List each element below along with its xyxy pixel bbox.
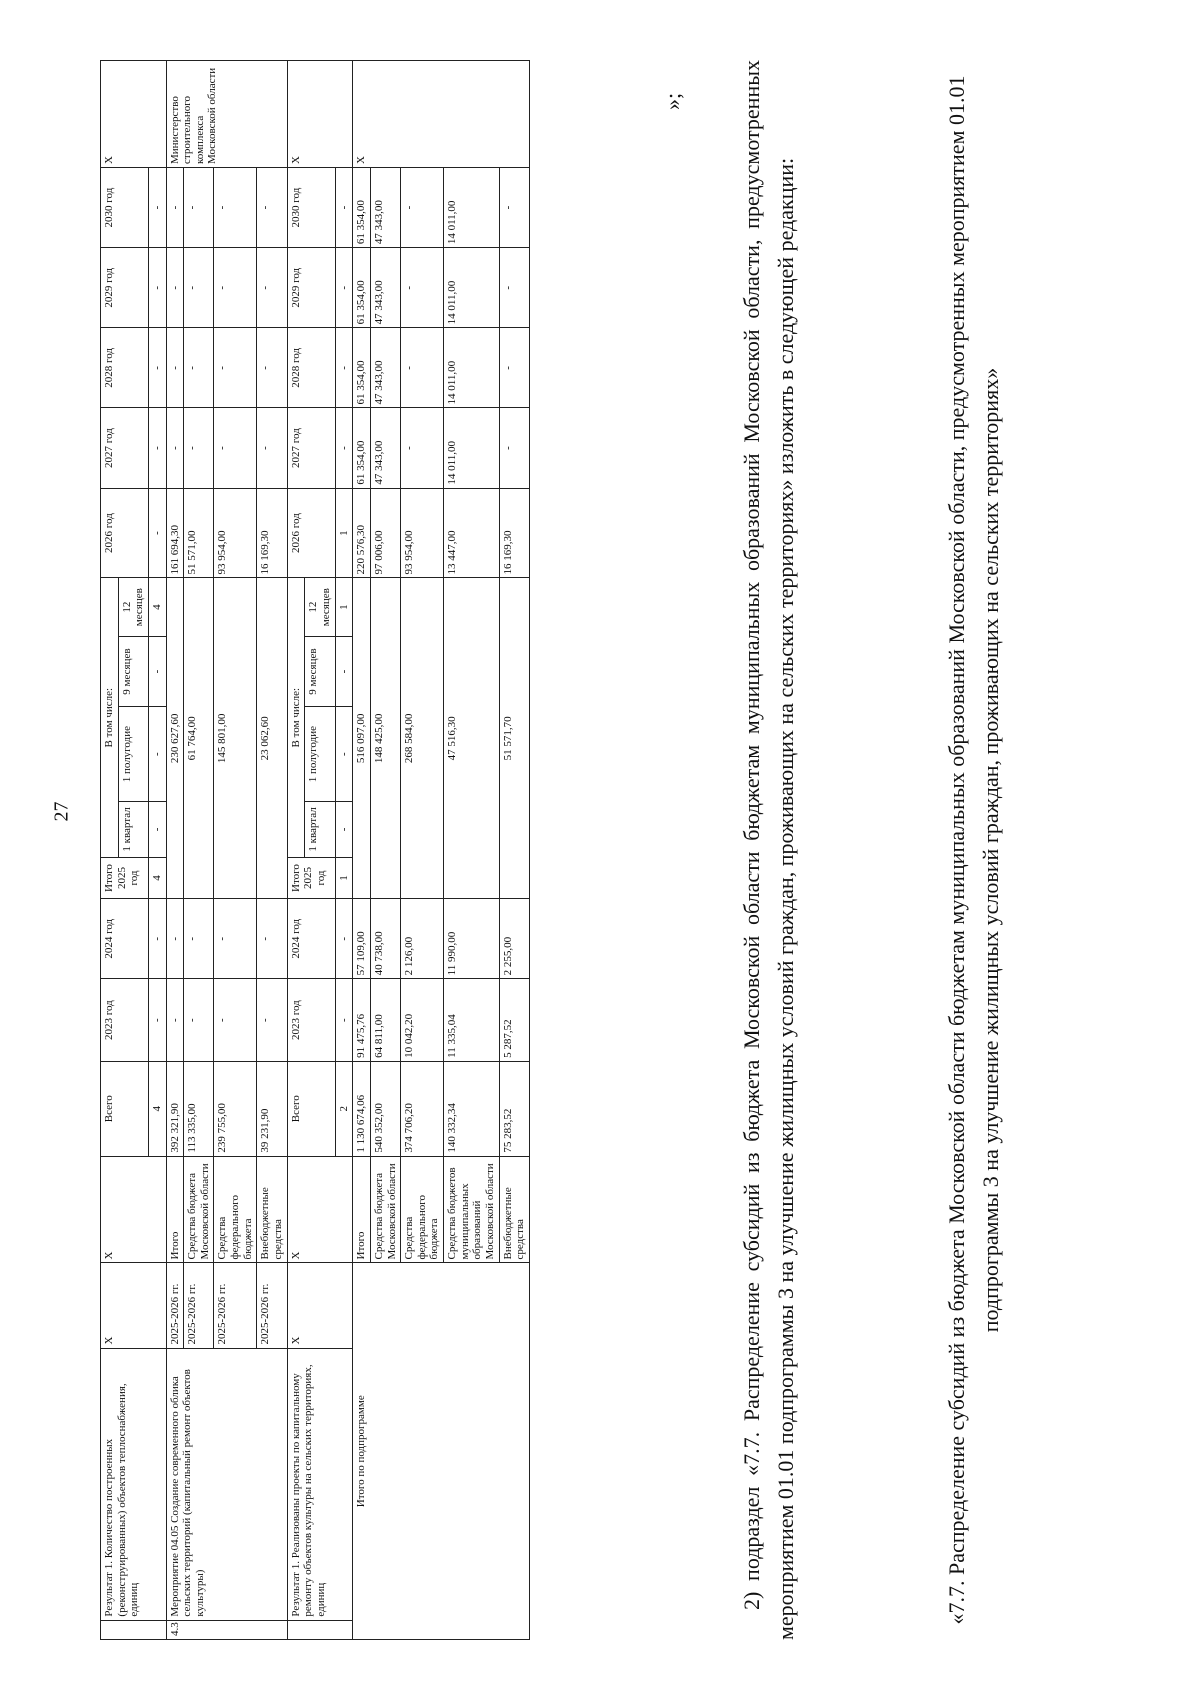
table-row: Результат 1. Количество построенных (реконструированных) объектов теплоснабжения, единиц X X Всего 2023 год 2024 год Итого 2025 год В том числе: 2026 год 2027 год 2028 год 2029 год 2030 год X — [101, 61, 119, 1640]
table-row: 2025-2026 гг. Внебюджетные средства 39 231,90 - - 23 062,60 16 169,30 - - - - — [257, 61, 287, 1640]
table-row: 2 - - 1 - - - 1 1 - - - - — [335, 61, 353, 1640]
amendment-paragraph: 2) подраздел «7.7. Распределение субсидий из бюджета Московской области бюджетам муниципальных образований Московской области, предусмотренных мероприятием 01.01 подпрограммы 3 на улучшение жилищных условий граждан, проживающих на сельских территориях» изложить в следующей редакции: — [739, 60, 799, 1640]
table-row: Результат 1. Реализованы проекты по капитальному ремонту объектов культуры на сельских территориях, единиц X X Всего 2023 год 2024 год Итого 2025 год В том числе: 2026 год 2027 год 2028 год 2029 год 2030 год X — [287, 61, 305, 1640]
subprogram-total-label: Итого по подпрограмме — [353, 1263, 530, 1640]
table-row: Внебюджетные средства 75 283,52 5 287,52 2 255,00 51 571,70 16 169,30 - - - - — [499, 61, 529, 1640]
table-row: 1 квартал 1 полугодие 9 месяцев 12 месяцев — [118, 61, 148, 1640]
table-row: Средства бюджета Московской области 540 352,00 64 811,00 40 738,00 148 425,00 97 006,00 47 343,00 47 343,00 47 343,00 47 343,00 — [370, 61, 400, 1640]
rotated-page-content — [70, 40, 1130, 1640]
page-number: 27 — [50, 801, 73, 822]
table-row: 4.3 Мероприятие 04.05 Создание современного облика сельских территорий (капитальный ремонт объектов культуры) 2025-2026 гг. Итого 392 321,90 - - 230 627,60 161 694,30 - - - - Министерство строительного комплекса Московской области — [166, 61, 184, 1640]
section-heading: «7.7. Распределение субсидий из бюджета Московской области бюджетам муниципальных образований Московской области, предусмотренных мероприятием 01.01 подпрограммы 3 на улучшение жилищных условий граждан, проживающих на сельских территориях» — [944, 75, 1004, 1625]
table-row: Итого по подпрограмме Итого 1 130 674,06 91 475,76 57 109,00 516 097,00 220 576,30 61 354,00 61 354,00 61 354,00 61 354,00 X — [353, 61, 371, 1640]
executor-cell: X — [101, 61, 167, 168]
closing-quote-mark: »; — [660, 92, 685, 110]
result-name: Результат 1. Реализованы проекты по капитальному ремонту объектов культуры на сельских территориях, единиц — [287, 1348, 353, 1620]
table-row: Средства федерального бюджета 374 706,20 10 042,20 2 126,00 268 584,00 93 954,00 - - - - — [401, 61, 444, 1640]
table-row: 2025-2026 гг. Средства федерального бюджета 239 755,00 - - 145 801,00 93 954,00 - - - - — [214, 61, 257, 1640]
period-cell: X — [101, 1263, 167, 1348]
budget-table — [100, 60, 530, 1640]
table-row: 2025-2026 гг. Средства бюджета Московской области 113 335,00 - - 61 764,00 51 571,00 - - - - — [184, 61, 214, 1640]
row-number: 4.3 — [166, 1620, 287, 1639]
table-row: 4 - - 4 - - - 4 - - - - - — [148, 61, 166, 1640]
executor-cell: Министерство строительного комплекса Московской области — [166, 61, 287, 168]
table-row: 1 квартал 1 полугодие 9 месяцев 12 месяцев — [305, 61, 335, 1640]
result-name: Результат 1. Количество построенных (реконструированных) объектов теплоснабжения, единиц — [101, 1348, 167, 1620]
table-row: Средства бюджетов муниципальных образований Московской области 140 332,34 11 335,04 11 990,00 47 516,30 13 447,00 14 011,00 14 011,00 14 011,00 14 011,00 — [444, 61, 500, 1640]
measure-name: Мероприятие 04.05 Создание современного облика сельских территорий (капитальный ремонт объектов культуры) — [166, 1348, 287, 1620]
source-cell: X — [101, 1156, 167, 1263]
